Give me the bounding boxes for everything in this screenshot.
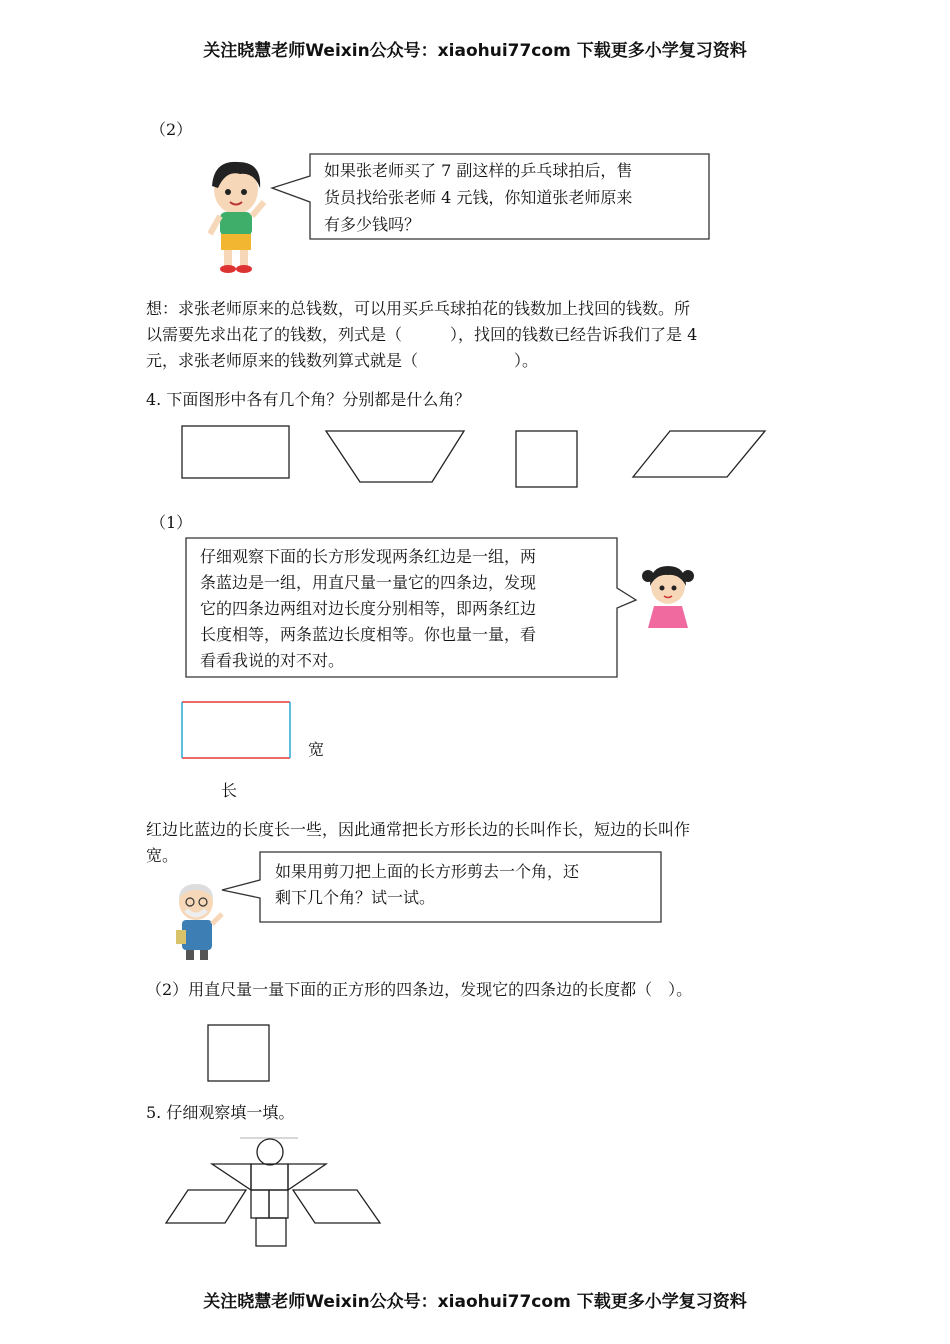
page-footer: 关注晓慧老师Weixin公众号：xiaohui77com 下载更多小学复习资料 (203, 1292, 747, 1312)
girl-character-icon (640, 562, 696, 634)
section-4-title: 4. 下面图形中各有几个角？分别都是什么角？ (146, 390, 471, 409)
bubble-line: 看看我说的对不对。 (200, 651, 345, 670)
left-triangle (212, 1164, 251, 1190)
bubble-line: 货员找给张老师 4 元钱，你知道张老师原来 (324, 188, 633, 207)
square-shape (516, 431, 577, 487)
right-wing-parallelogram (293, 1190, 380, 1223)
bubble-line: 它的四条边两组对边长度分别相等，即两条红边 (200, 599, 537, 618)
think-line: 元，求张老师原来的钱数列算式就是（ ）。 (146, 351, 539, 370)
explain-line: 红边比蓝边的长度长一些，因此通常把长方形长边的长叫作长，短边的长叫作 (146, 820, 691, 839)
think-line: 以需要先求出花了的钱数，列式是（ ），找回的钱数已经告诉我们了是 4 (146, 325, 698, 344)
bubble-line: 仔细观察下面的长方形发现两条红边是一组，两 (200, 547, 537, 566)
bubble-line: 有多少钱吗？ (324, 215, 421, 234)
right-triangle (288, 1164, 326, 1190)
measure-square (200, 1018, 280, 1088)
bubble-line: 剩下几个角？试一试。 (275, 888, 436, 907)
bubble-line: 长度相等，两条蓝边长度相等。你也量一量，看 (200, 625, 537, 644)
rectangle-shape (182, 426, 289, 478)
parallelogram-shape (633, 431, 765, 477)
shapes-row (170, 420, 780, 500)
colored-rectangle (176, 696, 300, 766)
left-leg-rect (251, 1190, 269, 1218)
bubble-line: 条蓝边是一组，用直尺量一量它的四条边，发现 (200, 573, 537, 592)
right-leg-rect (269, 1190, 288, 1218)
bubble-line: 如果张老师买了 7 副这样的乒乓球拍后，售 (324, 161, 633, 180)
speech-bubble-1 (324, 157, 632, 238)
width-label: 宽 (308, 740, 325, 759)
shape-robot-figure (160, 1134, 390, 1254)
body-rect (251, 1164, 288, 1190)
trapezoid-shape (326, 431, 464, 482)
speech-bubble-3 (275, 859, 579, 911)
section-5-title: 5. 仔细观察填一填。 (146, 1103, 295, 1122)
sub-label-1: （1） (150, 513, 193, 532)
explain-line: 宽。 (146, 846, 179, 865)
left-wing-parallelogram (166, 1190, 246, 1223)
head-circle (257, 1139, 283, 1165)
sub-label-2: （2） (150, 120, 193, 139)
think-paragraph (146, 296, 697, 374)
think-line: 想：求张老师原来的总钱数，可以用买乒乓球拍花的钱数加上找回的钱数。所 (146, 299, 691, 318)
boy-character-icon (196, 152, 276, 277)
sub2-text: （2）用直尺量一量下面的正方形的四条边，发现它的四条边的长度都（ ）。 (146, 980, 693, 999)
base-square (256, 1218, 286, 1246)
length-label: 长 (221, 781, 238, 800)
bubble-line: 如果用剪刀把上面的长方形剪去一个角，还 (275, 862, 580, 881)
page-header: 关注晓慧老师Weixin公众号：xiaohui77com 下载更多小学复习资料 (203, 41, 747, 61)
speech-bubble-2 (200, 544, 536, 674)
